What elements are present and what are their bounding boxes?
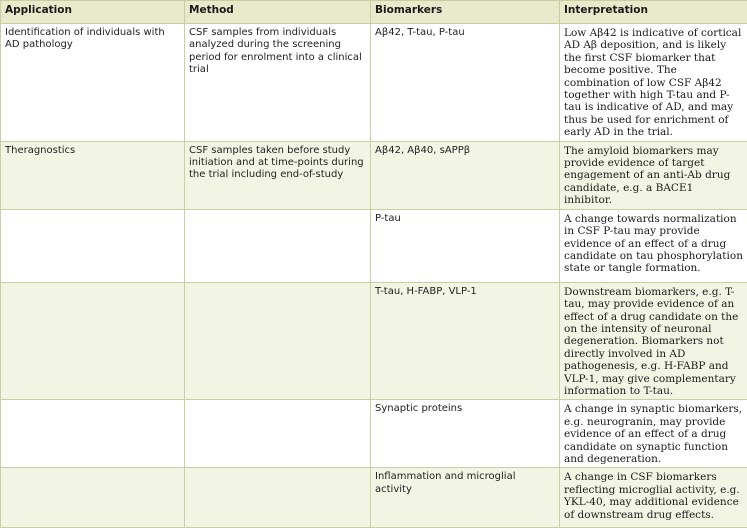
cell-application bbox=[1, 400, 185, 468]
cell-application bbox=[1, 282, 185, 400]
cell-method bbox=[185, 209, 371, 282]
cell-application: Theragnostics bbox=[1, 141, 185, 209]
cell-interpretation: A change towards normalization in CSF P-tau may provide evidence of an effect of a drug candidate on tau phosphorylation state or tangle formation. bbox=[560, 209, 747, 282]
cell-biomarkers: T-tau, H-FABP, VLP-1 bbox=[371, 282, 560, 400]
cell-application bbox=[1, 209, 185, 282]
cell-interpretation: A change in synaptic biomarkers, e.g. neurogranin, may provide evidence of an effect of a drug candidate on synaptic function and degeneration. bbox=[560, 400, 747, 468]
table-row bbox=[1, 141, 747, 209]
cell-biomarkers: Aβ42, Aβ40, sAPPβ bbox=[371, 141, 560, 209]
cell-method: CSF samples taken before study initiation and at time-points during the trial including end-of-study bbox=[185, 141, 371, 209]
cell-method bbox=[185, 282, 371, 400]
table-row bbox=[1, 400, 747, 468]
table-row bbox=[1, 24, 747, 142]
cell-method bbox=[185, 400, 371, 468]
header-interpretation: Interpretation bbox=[560, 1, 747, 24]
header-application: Application bbox=[1, 1, 185, 24]
cell-application: Identification of individuals with AD pathology bbox=[1, 24, 185, 142]
cell-application bbox=[1, 468, 185, 528]
cell-interpretation: Low Aβ42 is indicative of cortical AD Aβ deposition, and is likely the first CSF biomarker that become positive. The combination of low CSF Aβ42 together with high T-tau and P-tau is indicative of AD, and may thus be used for enrichment of early AD in the trial. bbox=[560, 24, 747, 142]
cell-method bbox=[185, 468, 371, 528]
table-row bbox=[1, 282, 747, 400]
cell-interpretation: Downstream biomarkers, e.g. T-tau, may provide evidence of an effect of a drug candidate on the on the intensity of neuronal degeneration. Biomarkers not directly involved in AD pathogenesis, e.g. H-FABP and VLP-1, may give complementary information to T-tau. bbox=[560, 282, 747, 400]
table-row bbox=[1, 468, 747, 528]
cell-biomarkers: Inflammation and microglial activity bbox=[371, 468, 560, 528]
cell-method: CSF samples from individuals analyzed during the screening period for enrolment into a clinical trial bbox=[185, 24, 371, 142]
cell-biomarkers: P-tau bbox=[371, 209, 560, 282]
header-biomarkers: Biomarkers bbox=[371, 1, 560, 24]
table-row bbox=[1, 209, 747, 282]
header-method: Method bbox=[185, 1, 371, 24]
cell-biomarkers: Synaptic proteins bbox=[371, 400, 560, 468]
cell-biomarkers: Aβ42, T-tau, P-tau bbox=[371, 24, 560, 142]
cell-interpretation: A change in CSF biomarkers reflecting microglial activity, e.g. YKL-40, may additional evidence of downstream drug effects. bbox=[560, 468, 747, 528]
cell-interpretation: The amyloid biomarkers may provide evidence of target engagement of an anti-Ab drug candidate, e.g. a BACE1 inhibitor. bbox=[560, 141, 747, 209]
header-row bbox=[1, 1, 747, 24]
